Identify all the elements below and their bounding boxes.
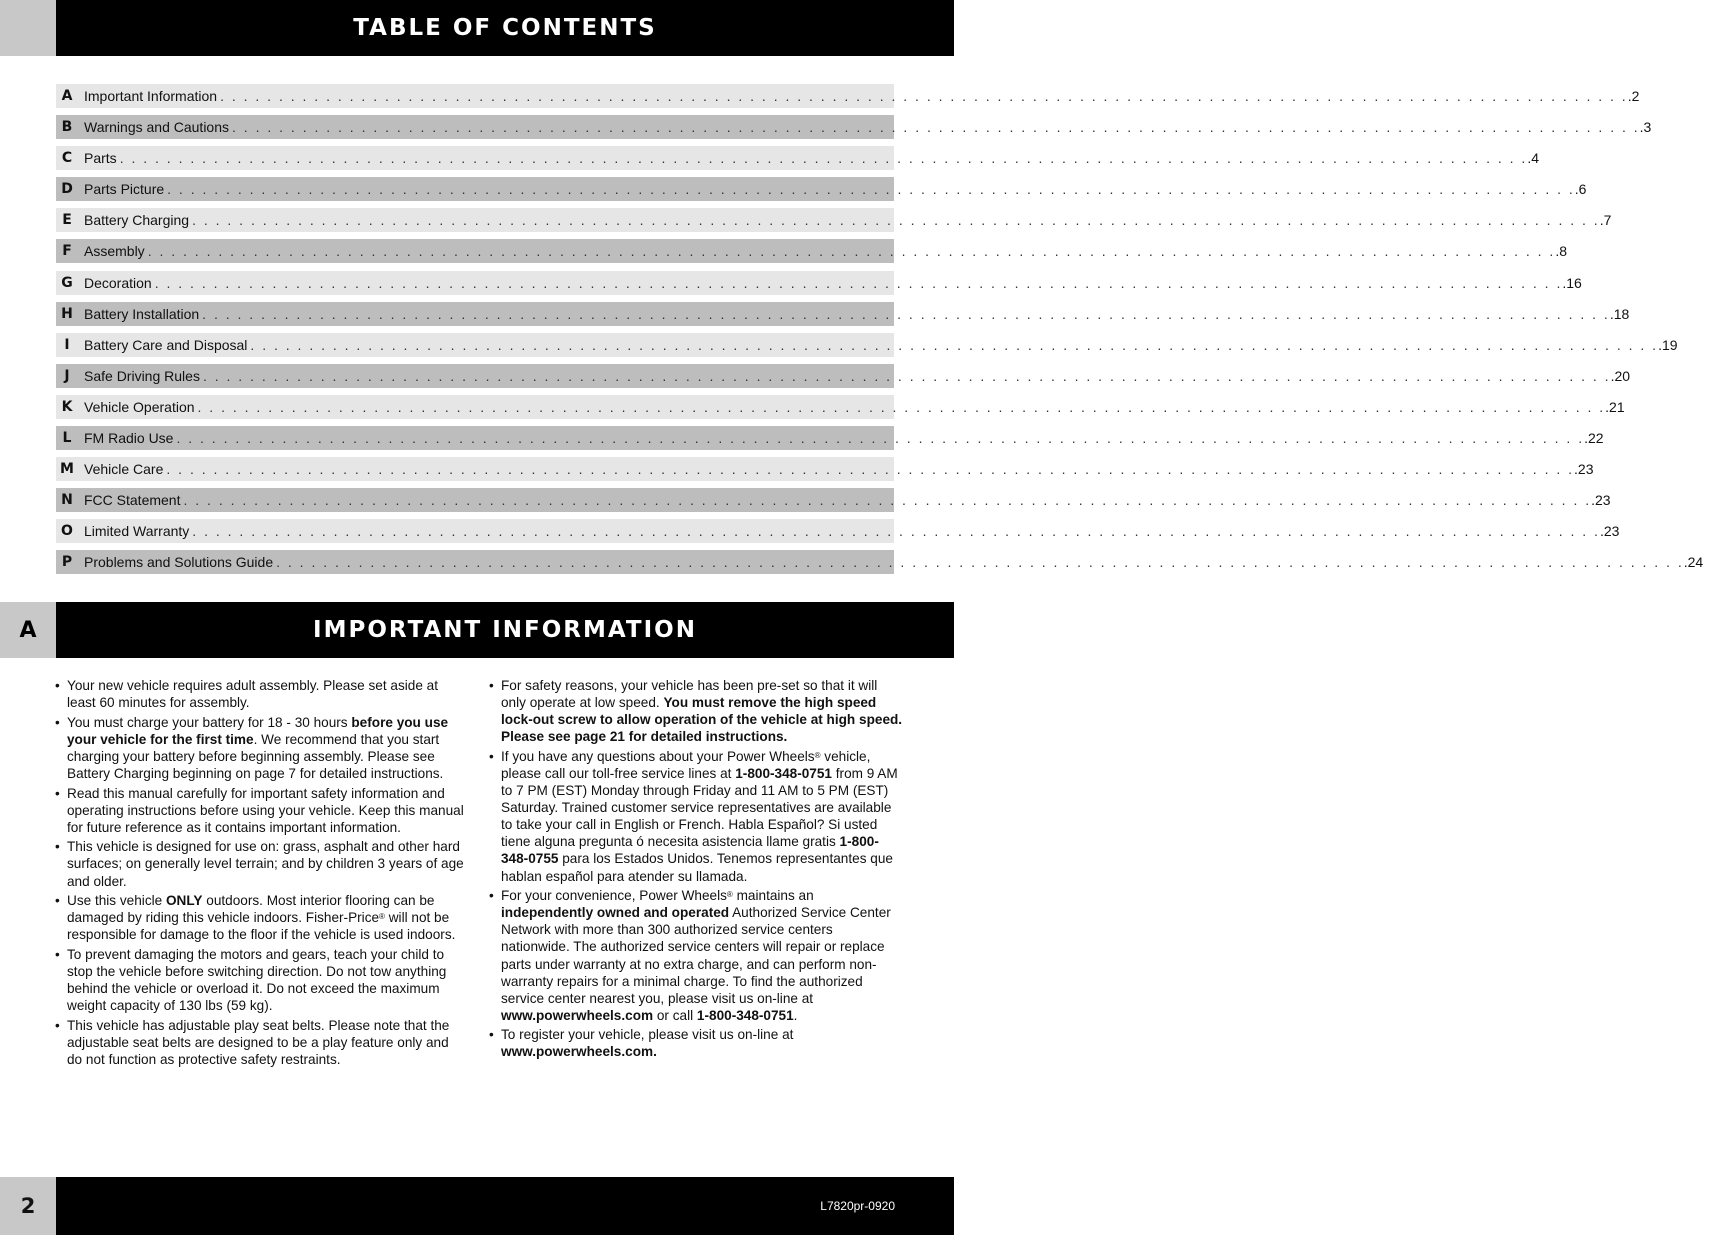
emphasis-text: before you use your vehicle for the first time: [67, 714, 449, 747]
toc-entry-title: Vehicle Operation: [84, 398, 195, 415]
toc-letter: O: [61, 523, 73, 540]
toc-entry-title: Assembly: [84, 243, 145, 260]
emphasis-text: 1-800-348-0751: [735, 765, 832, 781]
info-bullet: [489, 1026, 905, 1060]
toc-page-number: .19: [1658, 336, 1678, 353]
toc-page-number: .20: [1610, 367, 1631, 384]
bullet-text: You must charge your battery for 18 - 30 hours: [67, 714, 352, 730]
toc-page-number: .2: [1627, 88, 1640, 104]
toc-row: [56, 302, 1630, 326]
info-bullet: [489, 887, 905, 1024]
toc-leader-dots: . . . . . . . . . . . . . . . . . . . . . . . . . . . . . . . . . . . . . . . . . . . . . . . . . . . . . . . . . . . . . . . . . . . . . . . . . . . . . . . . . . . . . . . . . . . . . . . . . . . . . . . . . . . . . . . . . . . . . . . .: [220, 88, 1628, 104]
toc-entry-title: Parts Picture: [84, 181, 165, 198]
toc-leader-dots: . . . . . . . . . . . . . . . . . . . . . . . . . . . . . . . . . . . . . . . . . . . . . . . . . . . . . . . . . . . . . . . . . . . . . . . . . . . . . . . . . . . . . . . . . . . . . . . . . . . . . . . . . . . . . . . . . . . . . . . .: [202, 305, 1610, 322]
toc-row: [56, 426, 1604, 450]
registered-mark: ®: [379, 912, 385, 922]
bullet-icon: •: [55, 946, 60, 962]
toc-entry-title: Decoration: [84, 274, 152, 291]
toc-letter: I: [64, 336, 70, 353]
bullet-text: To prevent damaging the motors and gears, teach your child to stop the vehicle before switching direction. Do not tow anything behind the vehicle or overload it. Do not exceed the maximum weight capacity of 130 lbs (59 kg).: [67, 946, 447, 1014]
bullet-text: For safety reasons, your vehicle has been pre-set so that it will only operate at low speed.: [501, 678, 878, 711]
toc-row: [56, 519, 1620, 543]
bullet-text: Authorized Service Center Network with more than 300 authorized service centers nationwide. The authorized service centers will repair or replace parts under warranty at no extra charge, and can perform non-warranty repairs for a minimal charge. To find the authorized service center nearest you, please visit us on-line at: [501, 905, 891, 1006]
toc-page-number: .18: [1609, 305, 1630, 322]
bullet-icon: •: [55, 785, 60, 801]
bullet-icon: •: [489, 678, 494, 693]
toc-letter: H: [61, 305, 73, 322]
toc-leader-dots: . . . . . . . . . . . . . . . . . . . . . . . . . . . . . . . . . . . . . . . . . . . . . . . . . . . . . . . . . . . . . . . . . . . . . . . . . . . . . . . . . . . . . . . . . . . . . . . . . . . . . . . . . . . . . . . . . . . . . . . .: [147, 243, 1556, 260]
toc-leader-dots: . . . . . . . . . . . . . . . . . . . . . . . . . . . . . . . . . . . . . . . . . . . . . . . . . . . . . . . . . . . . . . . . . . . . . . . . . . . . . . . . . . . . . . . . . . . . . . . . . . . . . . . . . . . . . . . . . . . . . . . .: [192, 212, 1600, 229]
toc-row: [56, 239, 1568, 263]
toc-leader-dots: . . . . . . . . . . . . . . . . . . . . . . . . . . . . . . . . . . . . . . . . . . . . . . . . . . . . . . . . . . . . . . . . . . . . . . . . . . . . . . . . . . . . . . . . . . . . . . . . . . . . . . . . . . . . . . . . . . . . . . . .: [197, 398, 1606, 415]
toc-letter: C: [61, 150, 73, 167]
bullet-icon: •: [489, 888, 494, 904]
toc-page-number: .21: [1605, 398, 1625, 415]
bullet-text: To register your vehicle, please visit us on-line at: [501, 1027, 794, 1043]
bullet-icon: •: [55, 714, 60, 730]
emphasis-text: www.powerwheels.com: [501, 1007, 654, 1023]
bullet-icon: •: [489, 1027, 494, 1043]
bullet-text: . We recommend that you start charging your battery before beginning assembly. Please see Battery Charging beginning on page 7 for detailed instructions.: [67, 731, 444, 781]
toc-page-number: .23: [1591, 492, 1611, 509]
bullet-icon: •: [55, 678, 60, 693]
toc-row: [56, 488, 1611, 512]
emphasis-text: independently owned and operated: [501, 905, 730, 921]
toc-page-number: .22: [1584, 430, 1604, 447]
toc-letter: N: [61, 492, 73, 509]
bullet-text: or call: [653, 1007, 697, 1023]
bullet-text: Read this manual carefully for important safety information and operating instructions before using your vehicle. Keep this manual for future reference as it contains important information.: [67, 785, 464, 835]
toc-row: [56, 115, 1652, 139]
info-bullet: [55, 892, 467, 943]
emphasis-text: ONLY: [165, 893, 203, 909]
toc-leader-dots: . . . . . . . . . . . . . . . . . . . . . . . . . . . . . . . . . . . . . . . . . . . . . . . . . . . . . . . . . . . . . . . . . . . . . . . . . . . . . . . . . . . . . . . . . . . . . . . . . . . . . . . . . . . . . . . . . . . . . . . .: [167, 181, 1575, 198]
toc-page-number: .7: [1599, 212, 1612, 229]
toc-entry-title: Battery Care and Disposal: [84, 336, 248, 353]
info-column-left: [55, 677, 467, 1071]
toc-letter: M: [60, 461, 74, 478]
emphasis-text: www.powerwheels.com.: [501, 1044, 657, 1060]
toc-letter: L: [62, 430, 72, 447]
info-bullet: [55, 677, 467, 711]
registered-mark: ®: [726, 890, 733, 900]
bullet-text: maintains an: [732, 888, 814, 904]
toc-letter: E: [62, 212, 72, 229]
toc-row: [56, 177, 1587, 201]
toc-page-number: .3: [1639, 119, 1652, 136]
toc-row: [56, 271, 1582, 295]
toc-entry-title: Battery Installation: [84, 305, 200, 322]
info-bullet: [55, 714, 467, 782]
document-code: L7820pr-0920: [820, 1199, 895, 1213]
toc-letter: G: [61, 274, 73, 291]
toc-page-number: .16: [1562, 274, 1582, 291]
bullet-text: For your convenience, Power Wheels: [501, 888, 727, 904]
info-bullet: [489, 677, 905, 745]
toc-leader-dots: . . . . . . . . . . . . . . . . . . . . . . . . . . . . . . . . . . . . . . . . . . . . . . . . . . . . . . . . . . . . . . . . . . . . . . . . . . . . . . . . . . . . . . . . . . . . . . . . . . . . . . . . . . . . . . . . . . . . . . . .: [250, 336, 1659, 353]
registered-mark: ®: [814, 750, 821, 760]
toc-row: [56, 146, 1540, 170]
bullet-text: If you have any questions about your Power Wheels: [501, 748, 815, 764]
info-bullet: [489, 748, 905, 885]
toc-letter: B: [61, 119, 73, 136]
bullet-text: .: [793, 1007, 798, 1023]
page-number: 2: [0, 1177, 56, 1235]
toc-entry-title: FCC Statement: [84, 492, 181, 509]
toc-page-number: .8: [1555, 243, 1568, 260]
toc-letter: K: [61, 398, 73, 415]
bullet-text: outdoors. Most interior flooring can be damaged by riding this vehicle indoors. Fisher-Price: [67, 893, 435, 926]
toc-letter: F: [62, 243, 72, 260]
toc-entry-title: Problems and Solutions Guide: [84, 554, 274, 571]
toc-letter: A: [61, 88, 73, 104]
emphasis-text: 1-800-348-0755: [501, 834, 879, 867]
toc-page-number: .6: [1574, 181, 1587, 198]
section-letter-tab: A: [0, 602, 56, 658]
toc-row: [56, 457, 1594, 481]
bullet-text: Your new vehicle requires adult assembly. Please set aside at least 60 minutes for assembly.: [67, 678, 439, 711]
bullet-text: This vehicle has adjustable play seat belts. Please note that the adjustable seat belts are designed to be a play feature only and do not function as protective safety restraints.: [67, 1017, 450, 1067]
toc-letter: J: [64, 367, 70, 384]
bullet-text: Use this vehicle: [67, 893, 166, 909]
toc-entry-title: Safe Driving Rules: [84, 367, 200, 384]
toc-leader-dots: . . . . . . . . . . . . . . . . . . . . . . . . . . . . . . . . . . . . . . . . . . . . . . . . . . . . . . . . . . . . . . . . . . . . . . . . . . . . . . . . . . . . . . . . . . . . . . . . . . . . . . . . . . . . . . . . . . . . . . . .: [276, 554, 1684, 571]
bullet-text: from 9 AM to 7 PM (EST) Monday through Friday and 11 AM to 5 PM (EST) Saturday. Trained customer service representatives are available to take your call in English or French. Habla Español? Si usted tiene alguna pregunta ó necesita asistencia llame gratis: [501, 765, 898, 850]
info-bullet: [55, 1017, 467, 1068]
toc-row: [56, 208, 1612, 232]
emphasis-text: You must remove the high speed lock-out screw to allow operation of the vehicle at high speed. Please see page 21 for detailed instructions.: [501, 695, 903, 745]
toc-leader-dots: . . . . . . . . . . . . . . . . . . . . . . . . . . . . . . . . . . . . . . . . . . . . . . . . . . . . . . . . . . . . . . . . . . . . . . . . . . . . . . . . . . . . . . . . . . . . . . . . . . . . . . . . . . . . . . . . . . . . . . . .: [202, 367, 1611, 384]
info-title: IMPORTANT INFORMATION: [56, 602, 954, 658]
toc-page-number: .23: [1599, 523, 1620, 540]
toc-row: [56, 84, 1640, 108]
toc-list: [56, 84, 1704, 582]
bullet-text: will not be responsible for damage to the floor if the vehicle is used indoors.: [67, 910, 456, 943]
toc-leader-dots: . . . . . . . . . . . . . . . . . . . . . . . . . . . . . . . . . . . . . . . . . . . . . . . . . . . . . . . . . . . . . . . . . . . . . . . . . . . . . . . . . . . . . . . . . . . . . . . . . . . . . . . . . . . . . . . . . . . . . . . .: [183, 492, 1592, 509]
toc-entry-title: Limited Warranty: [84, 523, 190, 540]
toc-leader-dots: . . . . . . . . . . . . . . . . . . . . . . . . . . . . . . . . . . . . . . . . . . . . . . . . . . . . . . . . . . . . . . . . . . . . . . . . . . . . . . . . . . . . . . . . . . . . . . . . . . . . . . . . . . . . . . . . . . . . . . . .: [176, 430, 1585, 447]
bullet-text: para los Estados Unidos. Tenemos representantes que hablan español para atender su llamada.: [501, 851, 893, 884]
page-footer: [0, 1177, 954, 1235]
emphasis-text: 1-800-348-0751: [696, 1007, 794, 1023]
info-header: [0, 602, 954, 658]
toc-page-number: .24: [1683, 554, 1704, 571]
info-bullet: [55, 785, 467, 836]
toc-entry-title: Vehicle Care: [84, 461, 164, 478]
toc-entry-title: FM Radio Use: [84, 430, 174, 447]
info-column-right: [489, 677, 905, 1063]
toc-page-number: .4: [1527, 150, 1540, 167]
toc-entry-title: Parts: [84, 150, 117, 167]
toc-header: [0, 0, 954, 56]
toc-leader-dots: . . . . . . . . . . . . . . . . . . . . . . . . . . . . . . . . . . . . . . . . . . . . . . . . . . . . . . . . . . . . . . . . . . . . . . . . . . . . . . . . . . . . . . . . . . . . . . . . . . . . . . . . . . . . . . . . . . . . . . . .: [166, 461, 1575, 478]
toc-letter: D: [61, 181, 73, 198]
toc-row: [56, 395, 1625, 419]
toc-entry-title: Battery Charging: [84, 212, 190, 229]
bullet-text: vehicle, please call our toll-free service lines at: [501, 748, 871, 781]
toc-entry-title: Warnings and Cautions: [84, 119, 230, 136]
info-bullet: [55, 838, 467, 889]
toc-title: TABLE OF CONTENTS: [56, 0, 954, 56]
toc-page-number: .23: [1574, 461, 1594, 478]
bullet-icon: •: [55, 893, 60, 909]
bullet-icon: •: [55, 839, 60, 855]
toc-leader-dots: . . . . . . . . . . . . . . . . . . . . . . . . . . . . . . . . . . . . . . . . . . . . . . . . . . . . . . . . . . . . . . . . . . . . . . . . . . . . . . . . . . . . . . . . . . . . . . . . . . . . . . . . . . . . . . . . . . . . . . . .: [154, 274, 1563, 291]
toc-letter: P: [61, 554, 73, 571]
bullet-text: This vehicle is designed for use on: grass, asphalt and other hard surfaces; on generally level terrain; and by children 3 years of age and older.: [67, 839, 464, 889]
toc-row: [56, 364, 1631, 388]
toc-leader-dots: . . . . . . . . . . . . . . . . . . . . . . . . . . . . . . . . . . . . . . . . . . . . . . . . . . . . . . . . . . . . . . . . . . . . . . . . . . . . . . . . . . . . . . . . . . . . . . . . . . . . . . . . . . . . . . . . . . . . . . . .: [192, 523, 1600, 540]
toc-row: [56, 333, 1678, 357]
toc-row: [56, 550, 1704, 574]
toc-leader-dots: . . . . . . . . . . . . . . . . . . . . . . . . . . . . . . . . . . . . . . . . . . . . . . . . . . . . . . . . . . . . . . . . . . . . . . . . . . . . . . . . . . . . . . . . . . . . . . . . . . . . . . . . . . . . . . . . . . . . . . . .: [232, 119, 1640, 136]
toc-header-tab: [0, 0, 56, 56]
bullet-icon: •: [489, 748, 494, 764]
bullet-icon: •: [55, 1017, 60, 1033]
info-bullet: [55, 946, 467, 1014]
toc-entry-title: Important Information: [84, 88, 218, 104]
toc-leader-dots: . . . . . . . . . . . . . . . . . . . . . . . . . . . . . . . . . . . . . . . . . . . . . . . . . . . . . . . . . . . . . . . . . . . . . . . . . . . . . . . . . . . . . . . . . . . . . . . . . . . . . . . . . . . . . . . . . . . . . . . .: [119, 150, 1528, 167]
